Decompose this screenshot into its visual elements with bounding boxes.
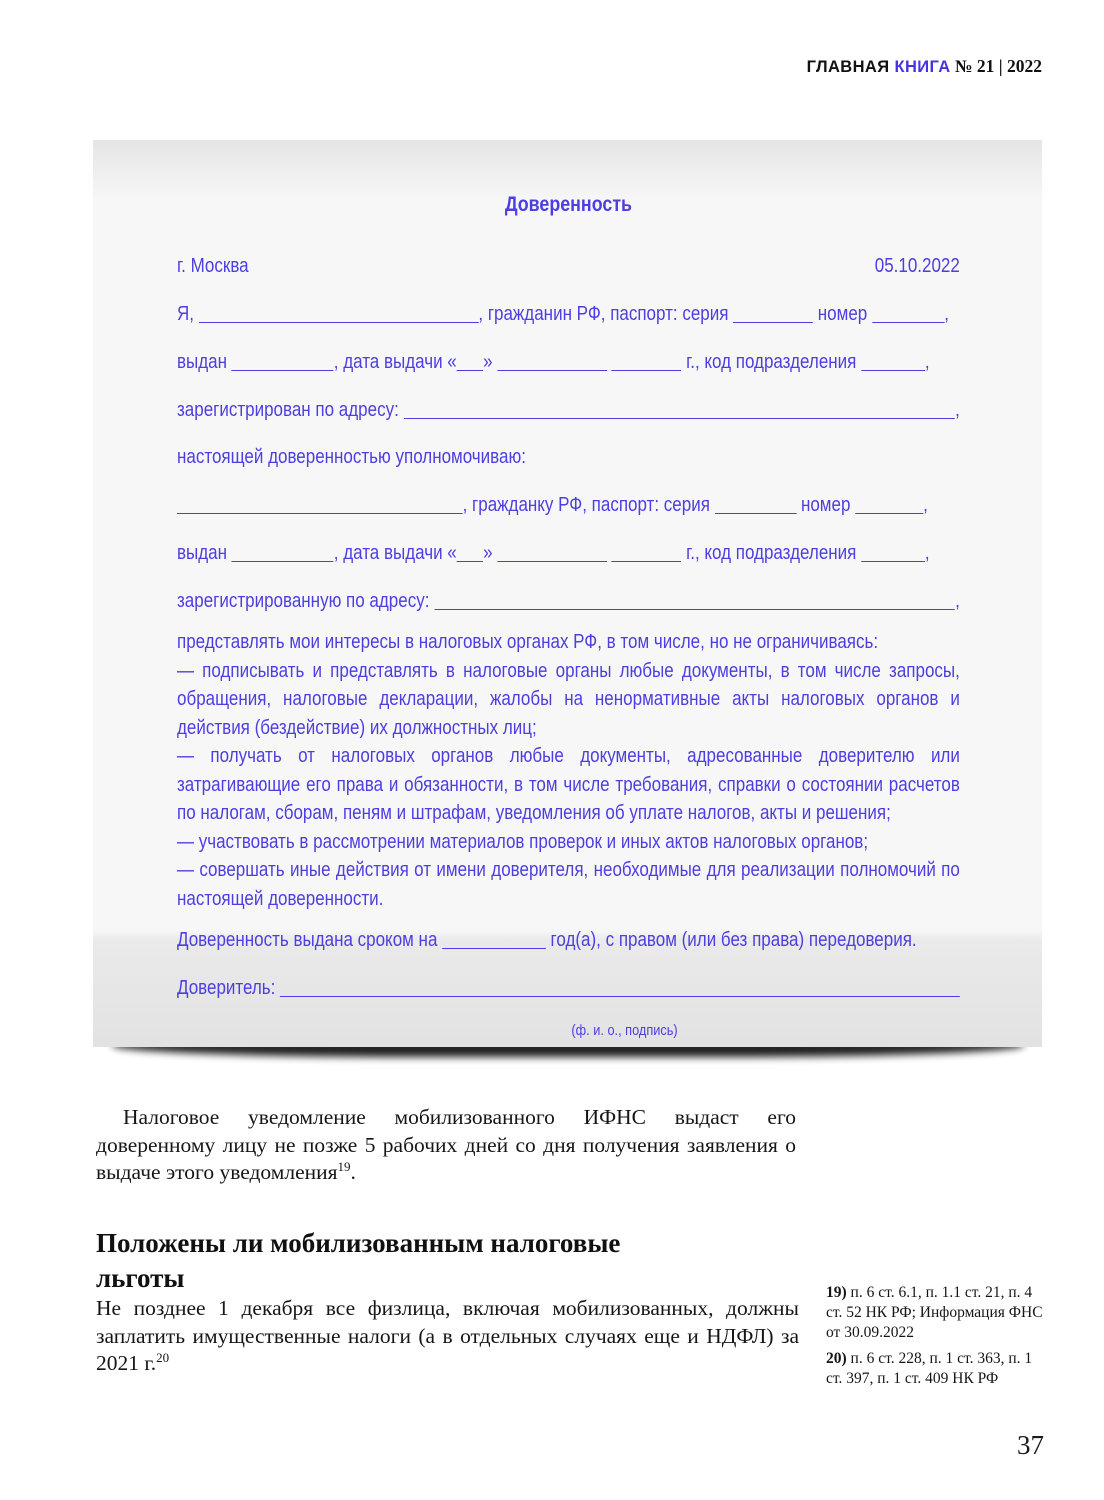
form-text: выдан bbox=[177, 351, 232, 373]
form-text: , bbox=[955, 399, 960, 421]
principal-signature-blank bbox=[280, 976, 960, 997]
article-paragraph-1 bbox=[96, 1104, 796, 1187]
fill-blank bbox=[715, 493, 797, 514]
fill-blank bbox=[457, 541, 483, 562]
fill-blank bbox=[855, 493, 923, 514]
footnote bbox=[826, 1283, 1048, 1343]
form-text: Доверенность выдана сроком на bbox=[177, 929, 443, 951]
fill-blank bbox=[861, 541, 925, 562]
paragraph-1-period: . bbox=[350, 1160, 356, 1184]
fill-blank bbox=[177, 493, 463, 514]
form-text: Я, bbox=[177, 303, 199, 325]
fill-blank bbox=[457, 350, 483, 371]
fill-in-lines bbox=[177, 299, 960, 615]
fill-blank bbox=[612, 541, 682, 562]
form-text: зарегистрирован по адресу: bbox=[177, 399, 404, 421]
form-text: , bbox=[924, 351, 930, 373]
form-text: , bbox=[955, 590, 960, 612]
fill-blank bbox=[199, 302, 479, 323]
form-text: , bbox=[924, 542, 930, 564]
footnote-text: п. 6 ст. 228, п. 1 ст. 363, п. 1 ст. 397, п. 1 ст. 409 НК РФ bbox=[826, 1350, 1033, 1387]
powers-list bbox=[177, 657, 960, 914]
footnote-ref-19: 19 bbox=[337, 1158, 351, 1174]
form-text: г., код подразделения bbox=[681, 542, 862, 564]
fill-blank bbox=[497, 350, 607, 371]
footnotes-column bbox=[826, 1283, 1048, 1395]
power-item: — участвовать в рассмотрении материалов проверок и иных актов налоговых органов; bbox=[177, 830, 869, 853]
paragraph-1-text: Налоговое уведомление мобилизованного ИФНС выдаст его доверенному лицу не позже 5 рабочих дней со дня получения заявления о выдаче этого уведомления bbox=[96, 1105, 796, 1184]
section-heading: Положены ли мобилизованным налоговые льготы bbox=[96, 1228, 621, 1293]
city-date-row bbox=[177, 252, 960, 280]
fill-blank bbox=[442, 928, 546, 949]
form-text: г., код подразделения bbox=[681, 351, 862, 373]
form-text: настоящей доверенностью уполномочиваю: bbox=[177, 446, 526, 468]
form-line bbox=[177, 538, 960, 567]
form-text: , bbox=[923, 494, 928, 516]
form-line bbox=[177, 299, 960, 328]
power-of-attorney-document bbox=[93, 140, 1042, 1047]
footnote-number: 19) bbox=[826, 1284, 851, 1301]
document-date: 05.10.2022 bbox=[874, 255, 960, 277]
footnote-text: п. 6 ст. 6.1, п. 1.1 ст. 21, п. 4 ст. 52 НК РФ; Информация ФНС от 30.09.2022 bbox=[826, 1284, 1043, 1341]
form-line bbox=[177, 395, 960, 424]
footnote bbox=[826, 1349, 1048, 1389]
form-line bbox=[177, 490, 960, 519]
power-item: — совершать иные действия от имени доверителя, необходимые для реализации полномочий по настоящей доверенности. bbox=[177, 859, 960, 910]
form-text: номер bbox=[796, 494, 856, 516]
form-text: , гражданин РФ, паспорт: серия bbox=[478, 303, 734, 325]
form-text: выдан bbox=[177, 542, 232, 564]
footnote-number: 20) bbox=[826, 1350, 851, 1367]
form-text: , дата выдачи « bbox=[333, 351, 457, 373]
form-text: » bbox=[483, 351, 498, 373]
fill-blank bbox=[232, 350, 334, 371]
signature-hint: (ф. и. о., подпись) bbox=[571, 1022, 678, 1039]
principal-row bbox=[177, 973, 960, 1002]
magazine-header bbox=[807, 56, 1042, 77]
fill-blank bbox=[872, 302, 944, 323]
document-title: Доверенность bbox=[504, 193, 633, 216]
fill-blank bbox=[232, 541, 334, 562]
form-text: зарегистрированную по адресу: bbox=[177, 590, 435, 612]
form-text: , bbox=[944, 303, 949, 325]
form-content bbox=[177, 192, 960, 1041]
form-line bbox=[177, 347, 960, 376]
principal-label: Доверитель: bbox=[177, 977, 281, 999]
fill-blank bbox=[434, 589, 955, 610]
term-line bbox=[177, 925, 960, 954]
form-line bbox=[177, 586, 960, 615]
fill-blank bbox=[497, 541, 607, 562]
fill-blank bbox=[612, 350, 682, 371]
page-number: 37 bbox=[1017, 1430, 1044, 1460]
form-text: год(а), с правом (или без права) передоверия. bbox=[545, 929, 917, 951]
form-text: номер bbox=[813, 303, 872, 325]
form-text: » bbox=[483, 542, 498, 564]
powers-intro: представлять мои интересы в налоговых органах РФ, в том числе, но не ограничиваясь: bbox=[177, 631, 879, 653]
fill-blank bbox=[733, 302, 813, 323]
brand-name-blue: КНИГА bbox=[894, 58, 951, 76]
footnote-ref-20: 20 bbox=[156, 1349, 170, 1365]
issue-number: № 21 | 2022 bbox=[950, 56, 1042, 76]
fill-blank bbox=[861, 350, 925, 371]
brand-name-black: ГЛАВНАЯ bbox=[806, 58, 895, 76]
form-text: , гражданку РФ, паспорт: серия bbox=[462, 494, 715, 516]
form-line bbox=[177, 443, 960, 471]
form-text: , дата выдачи « bbox=[333, 542, 457, 564]
fill-blank bbox=[404, 398, 956, 419]
article-paragraph-2 bbox=[96, 1295, 799, 1378]
document-city: г. Москва bbox=[177, 255, 249, 277]
power-item: — подписывать и представлять в налоговые органы любые документы, в том числе запросы, обращения, налоговые декларации, жалобы на ненормативные акты налоговых органов и действия (бездействие) их должностных лиц; bbox=[177, 659, 960, 739]
powers-block bbox=[177, 628, 960, 913]
power-item: — получать от налоговых органов любые документы, адресованные доверителю или затрагивающие его права и обязанности, в том числе требования, справки о состоянии расчетов по налогам, сборам, пеням и штрафам, уведомления об уплате налогов, акты и решения; bbox=[177, 745, 960, 824]
paragraph-2-text: Не позднее 1 декабря все физлица, включая мобилизованных, должны заплатить имущественные налоги (а в отдельных случаях еще и НДФЛ) за 2021 г. bbox=[96, 1296, 799, 1375]
